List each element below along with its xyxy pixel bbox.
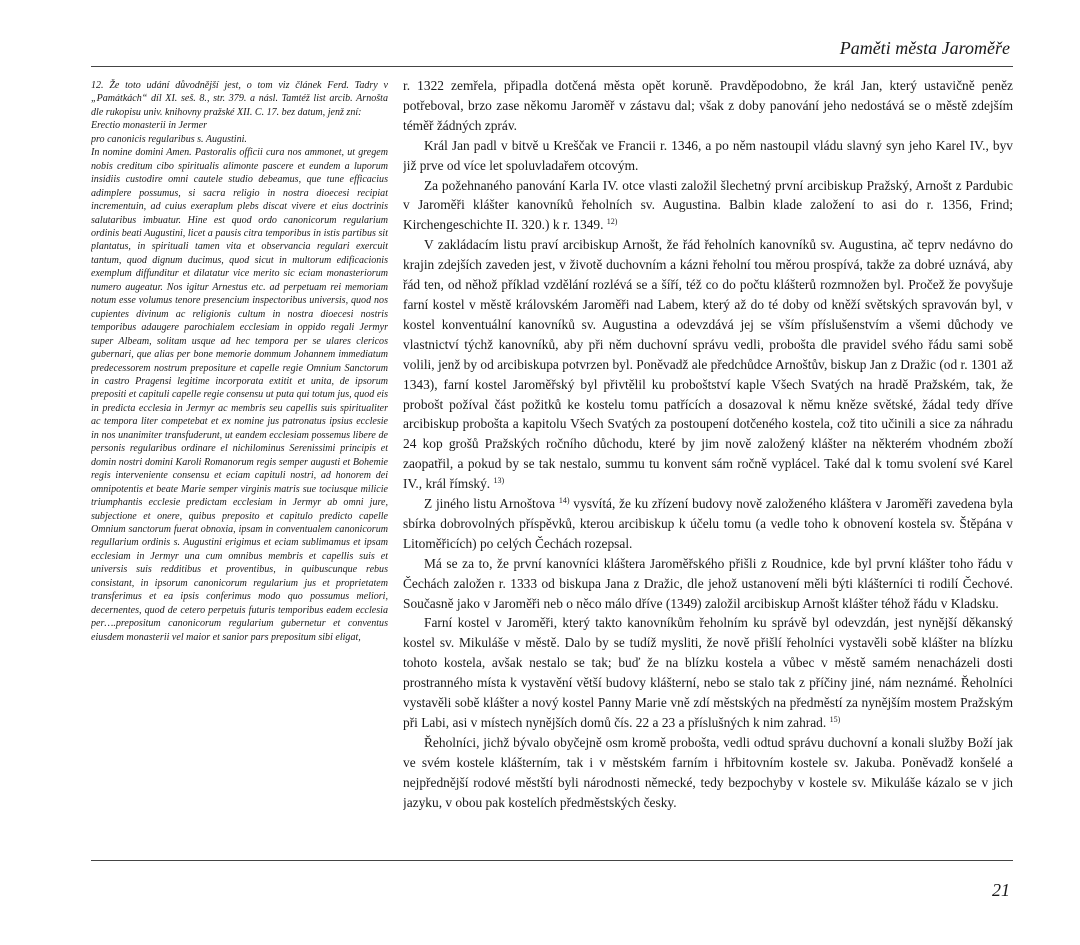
main-paragraph: Řeholníci, jichž bývalo obyčejně osm kromě probošta, vedli odtud správu duchovní a konali služby Boží jak ve svém kostele klášterním, tak i v městském farním i hřbitovním kostele sv. Jakuba. Poněvadž konšelé a nejpřednější rodové městští byli národnosti německé, tedy bezpochyby v kostele sv. Mikuláše kázalo se v jich jazyku, v obou pak kostelích předměstských česky. (403, 734, 1013, 810)
page-number: 21 (992, 880, 1010, 900)
header-rule (91, 66, 1013, 67)
footnote-paragraph: In nomine domini Amen. Pastoralis officii cura nos ammonet, ut gregem nobis creditum cibo spiritualis alimonte pascere et eundem a luporum insidiis custodire omni cautele studio debeamus, que tune efficacius adimplere possumus, si sacra religio in nostra dioecesi recipiat incrementuin, ad cuius exeraplum plebs discat vivere et eius doctrinis salutaribus imbuatur. Hine est quod ordo canonicorum regularium ordinis beati Augustini, licet a pausis citra temporibus in istis partibus sit plantatus, in spirituali tamen vita et observancia regulari exercuit tantum, quod dignum ducimus, quod sicut in multorum edificacionis exemplum diffunditur et dilatatur vice merito sic eciam monasteriorum numero augeatur. Nos igitur Arnestus etc. ad perpetuam rei memoriam notum esse volumus tenore presencium inspectoribus universis, quod nos cupientes divinum ac religionis cultum in nostra dioecesi nostris temporibus adaugere parochialem ecclesiam in oppido regali Jermyr super Albeam, solitam usque ad hec tempora per se ulares clericos gubernari, que alias per bone memorie dommum Johannem immediatum predecessorem nostrum prepositure et capelle regie Omnium Sanctorum in castro Pragensi legitime incorporata extitit et unita, de ipsorum prepositi et capituli capelle regie consensu ut puta qui totum jus, quod eis in predicta ecclesia in Jermyr ac membris seu capellis suis spiritualiter ac tempora liter competebat et ex nomine jus patronatus ipsius ecclesie in nos unanimiter transfuderunt, ut eandem ecclesiam possemus libere de personis regularibus ordinare el nichilominus Serenissimi principis et domin nostri domini Karoli Romanorum regis semper augusti et Bohemie regis interveniente consensu et eciam capituli nostri, ad honorem dei omnipotentis et beate Marie semper virginis matris sue tociusque milicie triumphantis ecclesie predictam ecclesiam in Jermyr ab omni jure, subjectione et onere, quibus preposito et capitulo predicto capelle Omnium sanctorum fuerat obnoxia, ipsam in conventualem canonicorum regullarium ordinis s. Augustini erigimus et eciam sublimamus et ipsam ecclesiam in Jermyr una cum omnibus membris et capellis suis et universis suis redditibus et proventibus, in quibuscunque rebus consistant, in ipsorum canonicorum regularium jus et proprietatem transferimus et ea ipsis conferimus modo quo possumus meliori, decernentes, quod de cetero perpetuis futuris temporibus eadem ecclesia per….prepositum canonicorum regularium gubernetur et conventus eiusdem monasterii vel maior et sanior pars prepositum sibi eligat, (91, 147, 388, 643)
main-text-column (403, 76, 1013, 856)
main-paragraph: Farní kostel v Jaroměři, který takto kanovníkům řeholním ku správě byl odevzdán, jest nynější děkanský kostel sv. Mikuláše v městě. Dalo by se tudíž mysliti, že nově přišlí řeholníci vystavěli sobě klášter na blízku tohoto kostela, avšak nestalo se tak; buď že na blízku kostela a vůbec v městě samém nenacházeli dosti prostranného místa k vystavění větší budovy klášterní, nebo se stalo tak z příčiny jiné, nám neznámé. Řeholníci vystavěli sobě klášter a nový kostel Panny Marie vně zdí městských na předměstí za nynějším mostem Pražským při Labi, asi v místech nynějších domů čís. 22 a 23 a příslušných k nim zahrad. $^{15)}$ (403, 615, 1013, 730)
main-paragraph: Za požehnaného panování Karla IV. otce vlasti založil šlechetný první arcibiskup Pražský, Arnošt z Pardubic v Jaroměři klášter kanovníků řeholních sv. Augustina. Balbin klade založení to asi do r. 1356, Frind; Kirchengeschichte II. 320.) k r. 1349. $^{12)}$ (403, 177, 1013, 233)
footnote-reference: 15) (829, 715, 841, 724)
footer-rule (91, 860, 1013, 861)
running-title: Paměti města Jaroměře (839, 38, 1010, 58)
footnote-paragraph: Erectio monasterii in Jermer (91, 120, 207, 132)
footnote-reference: 14) (558, 496, 570, 506)
main-paragraph: Král Jan padl v bitvě u Kreščak ve Francii r. 1346, a po něm nastoupil vládu slavný syn jeho Karel IV., byv již prve od více let spoluvladařem otcovým. (403, 137, 1013, 173)
main-paragraph: V zakládacím listu praví arcibiskup Arnošt, že řád řeholních kanovníků sv. Augustina, ač teprv nedávno do krajin zdejších zaveden jest, v životě duchovním a kázni řeholní tou měrou prospívá, takže za dobré uznává, aby řád ten, od něhož příklad vzdělání rozlévá se a šíří, též co do počtu klášterů rozmnožen byl. Pročež že povyšuje farní kostel v městě královském Jaroměři nad Labem, který až do té doby od kněží světských spravován byl, v kostel konventuální kanovníků sv. Augustina a odevzdává jej se vším příslušenstvím a všemi důchody ve vlastnictví týchž kanovníků, aby při něm duchovní správu vedli, probošta dle pravidel svého řádu sami sobě volili, jenž by od arcibiskupa potvrzen byl. Poněvadž ale předchůdce Arnoštův, biskup Jan z Dražic (od r. 1301 až 1343), farní kostel Jaroměřský byl přivtělil ku proboštství kaple Všech Svatých na hradě Pražském, tak, že probošt požíval část požitků ke kostelu tomu patřících a dosazoval k němu kněze světské, žádal tedy dříve arcibiskup probošta a kapitolu Všech Svatých za postoupení dotčeného kostela, což tito učinili a sice za náhradu 24 kop grošů Pražských ročního důchodu, které by jim nově založený klášter na některém vhodném zboží zaopatřil, a pokud by se tak nestalo, summu tu konvent sám ročně vyplácel. Také dal k tomu svolení své Karel IV., král římský. $^{13)}$ (403, 237, 1013, 492)
footnote-paragraph: 12. Že toto udání důvodnější jest, o tom viz článek Ferd. Tadry v „Památkách“ díl XI. seš. 8., str. 379. a násl. Tamtéž list arcib. Arnošta dle rukopisu univ. knihovny pražské XII. C. 17. bez datum, jenž zní: (91, 80, 388, 118)
footnote-reference: 13) (493, 476, 505, 486)
main-paragraph: Z jiného listu Arnoštova $^{14)}$ vysvítá, že ku zřízení budovy nově založeného kláštera v Jaroměři zavedena byla sbírka dobrovolných příspěvků, kterou arcibiskup k účelu tomu (a vedle toho k obnovení kostela sv. Štěpána v Litoměřicích) po celých Čechách rozepsal. (403, 496, 1013, 551)
footnote-paragraph: pro canonicis regularibus s. Augustini. (91, 133, 247, 145)
footnote-column (91, 79, 388, 855)
main-paragraph: Má se za to, že první kanovníci kláštera Jaroměřského přišli z Roudnice, kde byl první klášter toho řádu v Čechách založen r. 1333 od biskupa Jana z Dražic, dle jehož ustanovení měli býti klášterníci ti rodilí Čechové. Současně jako v Jaroměři neb o něco málo dříve (1349) založil arcibiskup Arnošt klášter téhož řádu v Kladsku. (403, 555, 1013, 611)
main-paragraph: r. 1322 zemřela, připadla dotčená města opět koruně. Pravděpodobno, že král Jan, který ustavičně peněz potřeboval, brzo zase někomu Jaroměř v zástavu dal; však z doby panování jeho nedostává se o městě zdejším téměř žádných zpráv. (403, 78, 1013, 133)
footnote-reference: 12) (606, 217, 618, 227)
